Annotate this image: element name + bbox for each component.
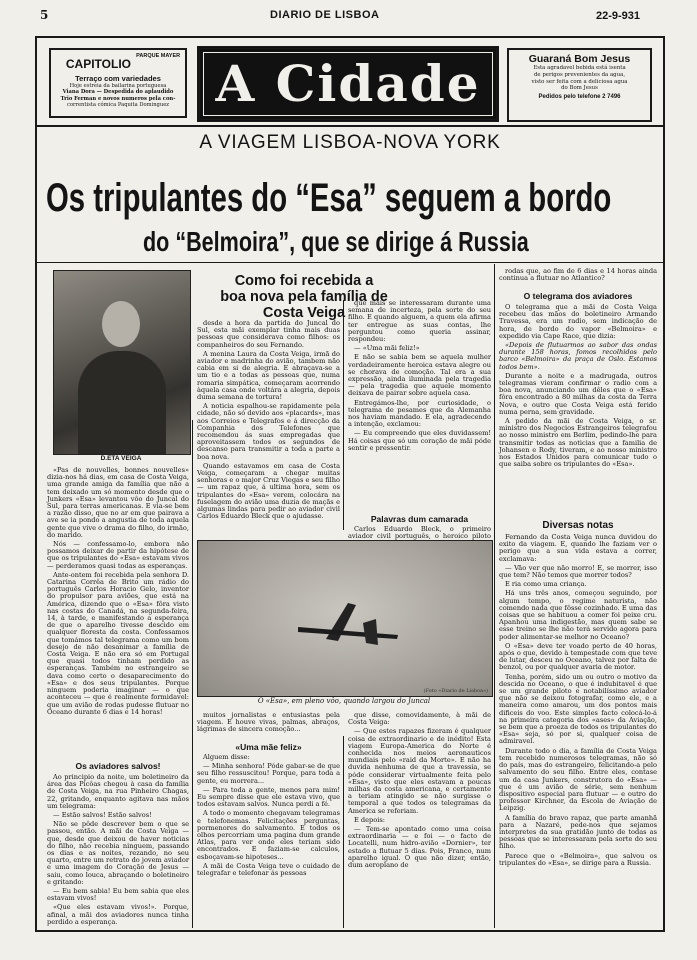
paragraph: Entregámos-lhe, por curiosidade, o telegrama de pesames que da Alemanha nos haviam mandado. E ela, agradecendo a intenção, exclamou: <box>348 398 491 429</box>
headline-secondary: do “Belmoira”, que se dirige á Russia <box>143 226 529 257</box>
paragraph: A todo o momento chegavam telegramas e telefonemas. Felicitações perguntas, pormenores do salvamento. E todos os olhos percorriam uma pagina dum grande Atlas, para ver onde eles teriam sido encontrados. E faziam-se calculos, esboçavam-se hipoteses... <box>197 809 340 861</box>
paragraph: — Minha senhora! Póde gabar-se de que seu filho ressuscitou! Porque, para toda a gente, eu morrera... <box>197 762 340 785</box>
ad-line-4: correntista cómica Paquita Dominguez <box>66 102 170 109</box>
headline-main: Os tripulantes do “Esa” seguem a bordo <box>46 176 612 220</box>
paragraph: — Eu bem sabia! Eu bem sabia que eles estavam vivos! <box>47 887 189 903</box>
section-banner <box>197 46 499 122</box>
paragraph: — Vão ver que não morro! E, se morrer, isso que tem? Não temos que morrer todos? <box>499 563 657 580</box>
paragraph: desde a hora da partida do Juncal do Sul, esta mãi exemplar tinha mais duas pessoas que considerava como filhos: os companheiros do seu Fernando. <box>197 319 340 349</box>
page-border-top <box>35 36 665 38</box>
section-title: A Cidade <box>215 54 481 113</box>
headline-rule <box>37 262 663 263</box>
guarana-line-1: Esta agradavel bebida está isenta <box>533 65 626 71</box>
paragraph: A menina Laura da Costa Veiga, irmã do aviador e madrinha do avião, tambem não cabia em si de alegria. E abraçava-se a um tio e a todas as pessoas que, numa romaria simpática, começaram acorrendo àquela casa onde voltára a alegria, depois duma semana de tortura! <box>197 349 340 402</box>
column-2-text-c <box>197 754 340 926</box>
portrait-photo <box>53 270 191 455</box>
subhead-mae-feliz: «Uma mãe feliz» <box>235 742 302 752</box>
paragraph: — Tem-se apontado como uma coisa extraordinaria — e foi — o facto de Locatelli, num hidro-avião «Dornier», ter estado a flutuar 5 dias. Pois, Franco, num aparelho igual. O que não dizer, então, dum aeroplano de <box>348 825 491 870</box>
subhead-salvos: Os aviadores salvos! <box>75 761 161 771</box>
guarana-line-3: visto ser feita com a deliciosa agua <box>531 78 628 85</box>
column-4-text <box>499 268 657 284</box>
ad-line-1: Hoje estreia da bailarina portuguesa <box>69 83 167 89</box>
column-divider-3 <box>494 264 495 928</box>
issue-date: 22-9-931 <box>596 10 641 22</box>
kicker: A VIAGEM LISBOA-NOVA YORK <box>199 132 501 153</box>
paragraph: Durante a noite e a madrugada, outros telegramas vieram confirmar o radio com a boa nova, anunciando um dêles que o «Esa» fôra encontrado a 80 milhas da costa da Terra Nova, e outro que Costa Veiga está ferido numa perna, sem gravidade. <box>499 371 657 416</box>
airplane-caption: O «Esa», em pleno vôo, quando largou do Juncal <box>257 697 431 705</box>
paragraph: O telegrama que a mãi de Costa Veiga recebeu das mãos do boletineiro Armando Travessa, era um radio, sem indicação de hora, de bordo do vapor «Belmoira» e expedido via Cape Race, que dizia: <box>499 303 657 340</box>
paragraph: rodas que, ao fim de 6 dias e 14 horas ainda continua a flutuar no Atlantico? <box>499 267 657 283</box>
ad-line-3: Trio Ferman e novos numeros pela con- <box>60 95 176 102</box>
paragraph: A pedido da mãi de Costa Veiga, o sr. ministro dos Negocios Estrangeiros telegrafou ao nosso ministro em Berlim, pedindo-lhe para transmitir todas as noticias que a familia de Johansen e Rody, tiveram, e ao nosso ministro nos Estados Unidos para comunicar tudo o que saiba sobre os tripulantes do «Esa». <box>499 417 657 469</box>
airplane-icon <box>198 541 492 696</box>
paragraph: que mais se interessaram durante uma semana de incerteza, pela sorte do seu filho. E quando alguem, a quem ela afirma ter entregue as suas contas, lhe perguntou como queria assinar, respondeu: <box>348 299 491 344</box>
paragraph: «Que eles estavam vivos!». Porque, afinal, a mãi dos aviadores nunca tinha perdido a esperança. <box>47 903 189 926</box>
paragraph: Parece que o «Belmoira», que salvou os tripulantes do «Esa», se dirige para a Russia. <box>499 851 657 867</box>
ad-venue-row <box>55 53 181 72</box>
subhead-telegrama: O telegrama dos aviadores <box>523 291 633 301</box>
paragraph: Carlos Eduardo Bleck, o primeiro aviador civil português, o heroico piloto <box>348 525 491 541</box>
column-2-text-b <box>197 712 340 736</box>
guarana-order: Pedidos pelo telefone 2 7496 <box>538 94 621 101</box>
subhead-diversas: Diversas notas <box>542 520 614 531</box>
column-2-text <box>197 320 340 530</box>
column-3-text-b <box>348 712 491 926</box>
paragraph: Ao principio da noite, um boletineiro da área das Picôas chegou à casa da família de Costa Veiga, na rua Pinheiro Chagas, 22, gritando, enquanto agitava nas mãos um telegrama: <box>47 773 189 810</box>
paragraph: «Pas de nouvelles, bonnes nouvelles» dizia-nos há dias, em casa de Costa Veiga, uma grande amiga da família que não a tem deixado um só momento desde que o Junkers «Esa» levantou vôo do Juncal do Sul, para terras americanas. E via-se bem a razão disso, que no ar em que pairava a ave se ia pondo a angustia de toda aquela gente que vive o drama do filho, do irmão, do marido. <box>47 466 189 539</box>
paragraph: Alguem disse: <box>203 753 250 761</box>
ad-line-2: Viana Dora — Despedida do aplaudido <box>62 89 174 96</box>
story-head: Como foi recebida a boa nova pela família de Costa Veiga <box>220 273 388 321</box>
column-divider-4 <box>343 736 344 928</box>
paragraph: — «Uma mãi feliz!» <box>354 344 420 353</box>
paragraph: Quando estavamos em casa de Costa Veiga, começaram a chegar muitas senhoras e o major Cruz Viegas e seu filho — um rapaz que, á ultima hora, sem os tripulantes do «Esa» verem, colocára na fuselagem do avião uma duzia de maçãs e algumas lindas para pedir ao aviador civil Carlos Eduardo Bleck que o ajudasse. <box>197 461 340 521</box>
subhead-palavras: Palavras dum camarada <box>370 514 469 524</box>
portrait-body <box>78 351 166 454</box>
column-divider-1 <box>192 420 193 928</box>
paragraph: E ria como uma criança. <box>505 580 587 589</box>
ad-headline: Terraço com variedades <box>75 74 161 83</box>
paragraph: A mãi de Costa Veiga teve o cuidado de telegrafar e telefonar ás pessoas <box>197 861 340 878</box>
column-4-text-c <box>499 534 657 926</box>
page-border-right <box>663 36 665 932</box>
paragraph: Durante todo o dia, a família de Costa Veiga tem recebido numerosos telegramas, não só do país, mas do estrangeiro, felicitando-a pelo salvamento do seu filho. Entre eles, contase um da casa Junkers, construtora do «Esa» — que é um avião de série, sem nenhum dispositivo especial para flutuar — e outro do professor Kirchner, da Escola de Aviação de Leipzig. <box>499 746 657 813</box>
capitolio-ad <box>49 48 187 118</box>
guarana-ad <box>507 48 652 122</box>
portrait-caption: D.ETA VEIGA <box>100 455 142 462</box>
paragraph: muitos jornalistas e entusiastas pela viagem. E houve vivas, palmas, abraços, lágrimas de sincera comoção... <box>197 711 340 734</box>
page-number: 5 <box>40 8 49 22</box>
paragraph: E depois: <box>354 815 385 824</box>
column-divider-2 <box>343 300 344 530</box>
column-1-text-b <box>47 774 189 924</box>
paragraph: Fernando da Costa Veiga nunca duvidou do exito da viagem. E, quando lhe faziam ver o perigo que a sua vida estava a correr, exclamava: <box>499 533 657 563</box>
page-border-left <box>35 36 37 932</box>
paragraph: E não se sabia bem se aquela mulher verdadeiramente heroica estava alegre ou se chorava de comoção. Tal era a sua expressão, ainda iluminada pela tragedia — pela tragedia que aquele momento deixava de pairar sobre aquela casa. <box>348 353 491 398</box>
paragraph: — Estão salvos! Estão salvos! <box>53 811 152 820</box>
guarana-brand: Guaraná Bom Jesus <box>528 53 631 65</box>
ad-venue-sub: PARQUE MAYER <box>136 53 181 59</box>
column-4-text-b <box>499 304 657 514</box>
masthead-rule <box>37 125 663 127</box>
paragraph: Tenha, porém, sido um ou outro o motivo da descida no Oceano, o que é indubitavel é que se um grande piloto e notabilíssimo aviador que não se deixou fotografar, como ele, e a maneira como amarou, um dos pontos mais dificeis do voo. Este simples facto colocá-lo-á na primeira categoria dos «ases» da Aviação, se bem que a proeza de todos os tripulantes do «Esa» seja, só por si, qualquer coisa de admiravel. <box>499 672 657 746</box>
airplane-credit: (Foto «Diario de Lisboa») <box>423 688 488 694</box>
paragraph: — Que estes rapazes fizeram é qualquer coisa de extraordinario e de inédito! Esta viagem Europa-America do Norte é conhecida nos meios aeronauticos mundiais pelo «raid da Morte». E não ha duvida nenhuma de que a travessia, se póde considerar virtualmente feita pelo «Esa», visto que eles estavam a poucas milhas da costa americana, e certamente a teriam atingido se não surgisse o temporal a que todos os telegramas da America se referiam. <box>348 727 491 815</box>
paragraph: — Para toda a gente, menos para mim! Eu sempre disse que ele estava vivo, que todos estavam salvos. Nunca perdi a fé. <box>197 785 340 809</box>
paragraph: Ante-ontem foi recebida pela senhora D. Catarina Corrêa de Brito um rádio do português Carlos Horacio Gelo, inventor do propulsor para aviões, que está na América, dizendo que o «Esa» fôra visto nas costas do Canadá, na segunda-feira, 14, à tarde, e manifestando a esperança de que o aparelho tivesse descido em qualquer floresta da costa. Confessamos que tomámos tal telegrama como um bom desejo de não desanimar a família de Costa Veiga. E não era só em Portugal que quasi todos tinham perdido as esperanças. Também no estrangeiro se dava como certo o desaparecimento do «Esa» e dos seus tripulantes. Porque ninguem poderia imaginar — o que aconteceu — que é realmente formidavel: que um avião de rodas pudesse flutuar no Oceano durante 6 dias e 14 horas! <box>47 570 189 716</box>
airplane-photo <box>197 540 493 697</box>
column-1-text <box>47 467 189 753</box>
paragraph: Há uns três anos, começou seguindo, por algum tempo, o regime naturista, não comendo nada que fôsse cozinhado. E uma das coisas que se habituou a comer foi peixe cru. Apanhou uma indigestão, mas quem sabe se esse treino se lhe não terá servido agora para poder alimentar-se melhor no Oceano? <box>499 589 657 641</box>
guarana-line-4: do Bom Jesus <box>561 85 598 92</box>
paragraph: Nós — confessamo-lo, embora não possamos deixar de partir da hipótese de que os tripulantes do «Esa» estavam vivos — perderamos quasi todas as esperanças. <box>47 540 189 570</box>
paragraph: «Depois de flutuarmos ao sabor das ondas durante 158 horas, fomos recolhidos pelo barco «Belmoira» da praça de Oslo. Estamos todos bem». <box>499 341 657 371</box>
guarana-line-2: de perigos prevenientes da agua, <box>533 71 626 78</box>
page-border-bottom <box>35 930 665 932</box>
paragraph: que disse, comovidamente, à mãi de Costa Veiga: <box>348 711 491 727</box>
ad-venue: CAPITOLIO <box>65 57 132 71</box>
paper-name: DIARIO DE LISBOA <box>270 9 380 21</box>
portrait-face <box>102 301 140 347</box>
paragraph: — Eu compreendo que eles duvidassem! Há coisas que só um coração de mãi póde sentir e pressentir. <box>348 429 491 452</box>
paragraph: O «Esa» deve ter voado perto de 40 horas, após o que, devido à tempestade com que teve de lutar, desceu no Oceano, talvez por falta de benzol, ou por qualquer avaria de motor. <box>499 641 657 672</box>
paragraph: Não se pôde descrever bem o que se passou, então. A mãi de Costa Veiga — que, desde que deixou de haver noticias do filho, não recebia ninguem, passando os dias e as noites, rezando, no seu quarto, entre um retrato do jovem aviador e uma imagem do Coração de Jesus — saiu, como louca, abraçando o boletineiro e gritando: <box>47 820 189 886</box>
banner-inner-border <box>203 52 493 116</box>
paragraph: A família do bravo rapaz, que parte amanhã para a Nazaré, pede-nos que sejamos interpretes da sua gratidão junto de todas as pessoas que se interessaram pela sorte do seu filho. <box>499 813 657 851</box>
column-3-text <box>348 300 491 500</box>
paragraph: A noticia espalhou-se rapidamente pela cidade, não só devido aos «placards», mas aos Correios e Telegrafos e á direcção da Companhia dos Telefones que recomendou ás suas empregadas que aproveitassem todos os segundos de descanso para transmitir a toda a parte a boa nova. <box>197 402 340 461</box>
